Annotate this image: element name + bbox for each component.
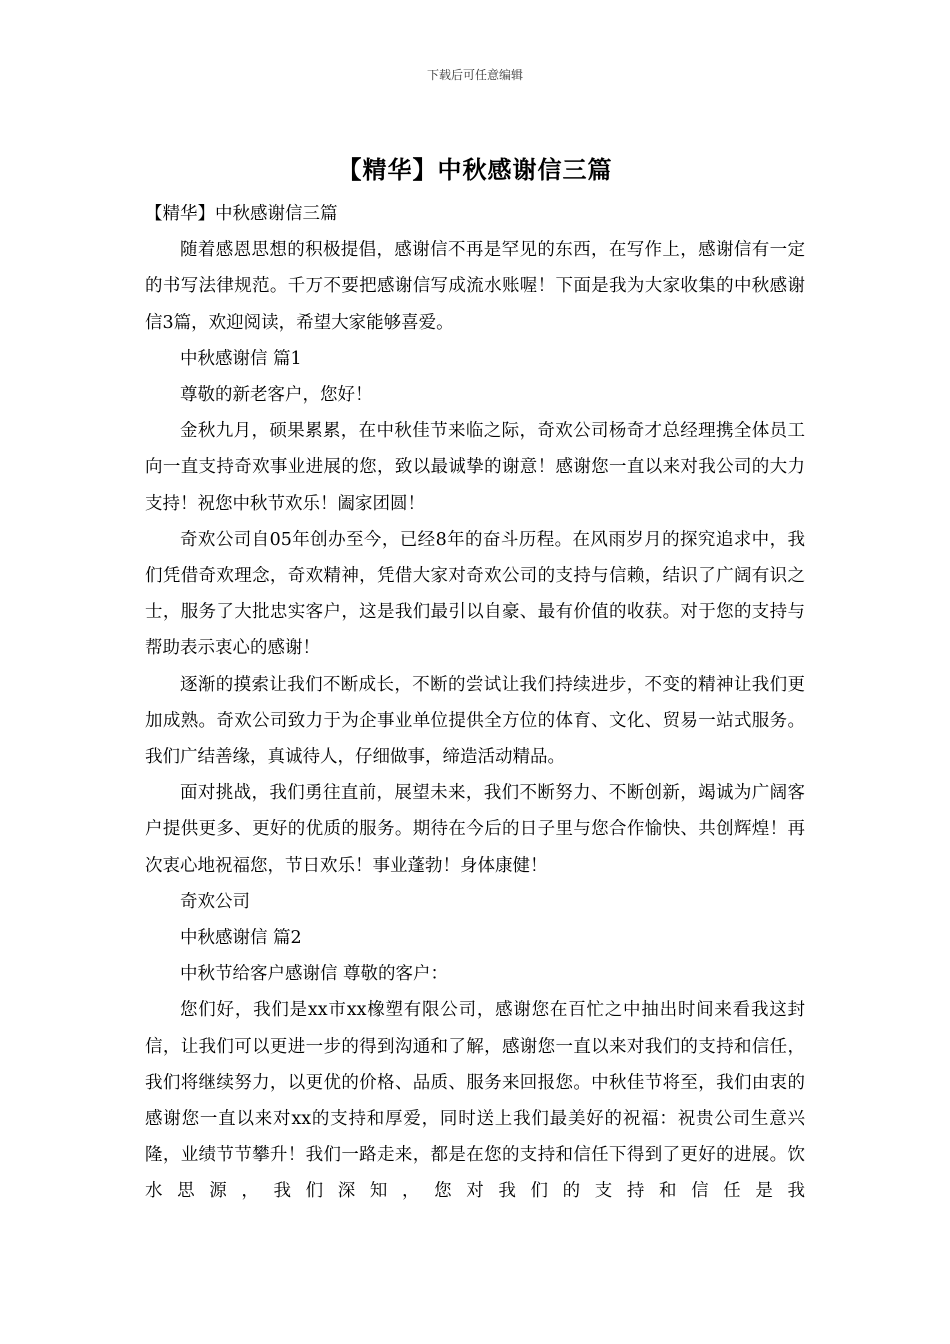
document-body (145, 196, 805, 1210)
paragraph-letter1-body-4: 面对挑战，我们勇往直前，展望未来，我们不断努力、不断创新，竭诚为广阔客户提供更多、更好的优质的服务。期待在今后的日子里与您合作愉快、共创辉煌！再次衷心地祝福您，节日欢乐！事业蓬勃！身体康健！ (145, 783, 805, 876)
paragraph-subtitle: 【精华】中秋感谢信三篇 (145, 204, 338, 224)
paragraph-letter1-body-2: 奇欢公司自05年创办至今，已经8年的奋斗历程。在风雨岁月的探究追求中，我们凭借奇欢理念，奇欢精神，凭借大家对奇欢公司的支持与信赖，结识了广阔有识之士，服务了大批忠实客户，这是我们最引以自豪、最有价值的收获。对于您的支持与帮助表示衷心的感谢！ (145, 529, 805, 659)
paragraph-letter1-salutation: 尊敬的新老客户，您好！ (180, 385, 373, 406)
page-header-note: 下载后可任意编辑 (426, 68, 523, 82)
paragraph-letter2-salutation: 中秋节给客户感谢信 尊敬的客户： (180, 964, 449, 985)
paragraph-letter1-body-3: 逐渐的摸索让我们不断成长，不断的尝试让我们持续进步，不变的精神让我们更加成熟。奇欢公司致力于为企事业单位提供全方位的体育、文化、贸易一站式服务。我们广结善缘，真诚待人，仔细做事，缔造活动精品。 (145, 674, 805, 768)
paragraph-intro: 随着感恩思想的积极提倡，感谢信不再是罕见的东西，在写作上，感谢信有一定的书写法律规范。千万不要把感谢信写成流水账喔！下面是我为大家收集的中秋感谢信3篇，欢迎阅读，希望大家能够喜爱。 (145, 240, 805, 333)
paragraph-letter2-heading: 中秋感谢信 篇2 (180, 928, 302, 949)
paragraph-letter1-body-1: 金秋九月，硕果累累，在中秋佳节来临之际，奇欢公司杨奇才总经理携全体员工向一直支持奇欢事业进展的您，致以最诚挚的谢意！感谢您一直以来对我公司的大力支持！祝您中秋节欢乐！阖家团圆！ (145, 421, 805, 514)
paragraph-letter1-signature: 奇欢公司 (180, 891, 250, 912)
document-title: 【精华】中秋感谢信三篇 (337, 155, 613, 184)
paragraph-letter2-body-1: 您们好，我们是xx市xx橡塑有限公司，感谢您在百忙之中抽出时间来看我这封信，让我们可以更进一步的得到沟通和了解，感谢您一直以来对我们的支持和信任，我们将继续努力，以更优的价格、品质、服务来回报您。中秋佳节将至，我们由衷的感谢您一直以来对xx的支持和厚爱，同时送上我们最美好的祝福：祝贵公司生意兴隆，业绩节节攀升！我们一路走来，都是在您的支持和信任下得到了更好的进展。饮水思源，我们深知，您对我们的支持和信任是我 (145, 1000, 805, 1202)
paragraph-letter1-heading: 中秋感谢信 篇1 (180, 348, 302, 369)
